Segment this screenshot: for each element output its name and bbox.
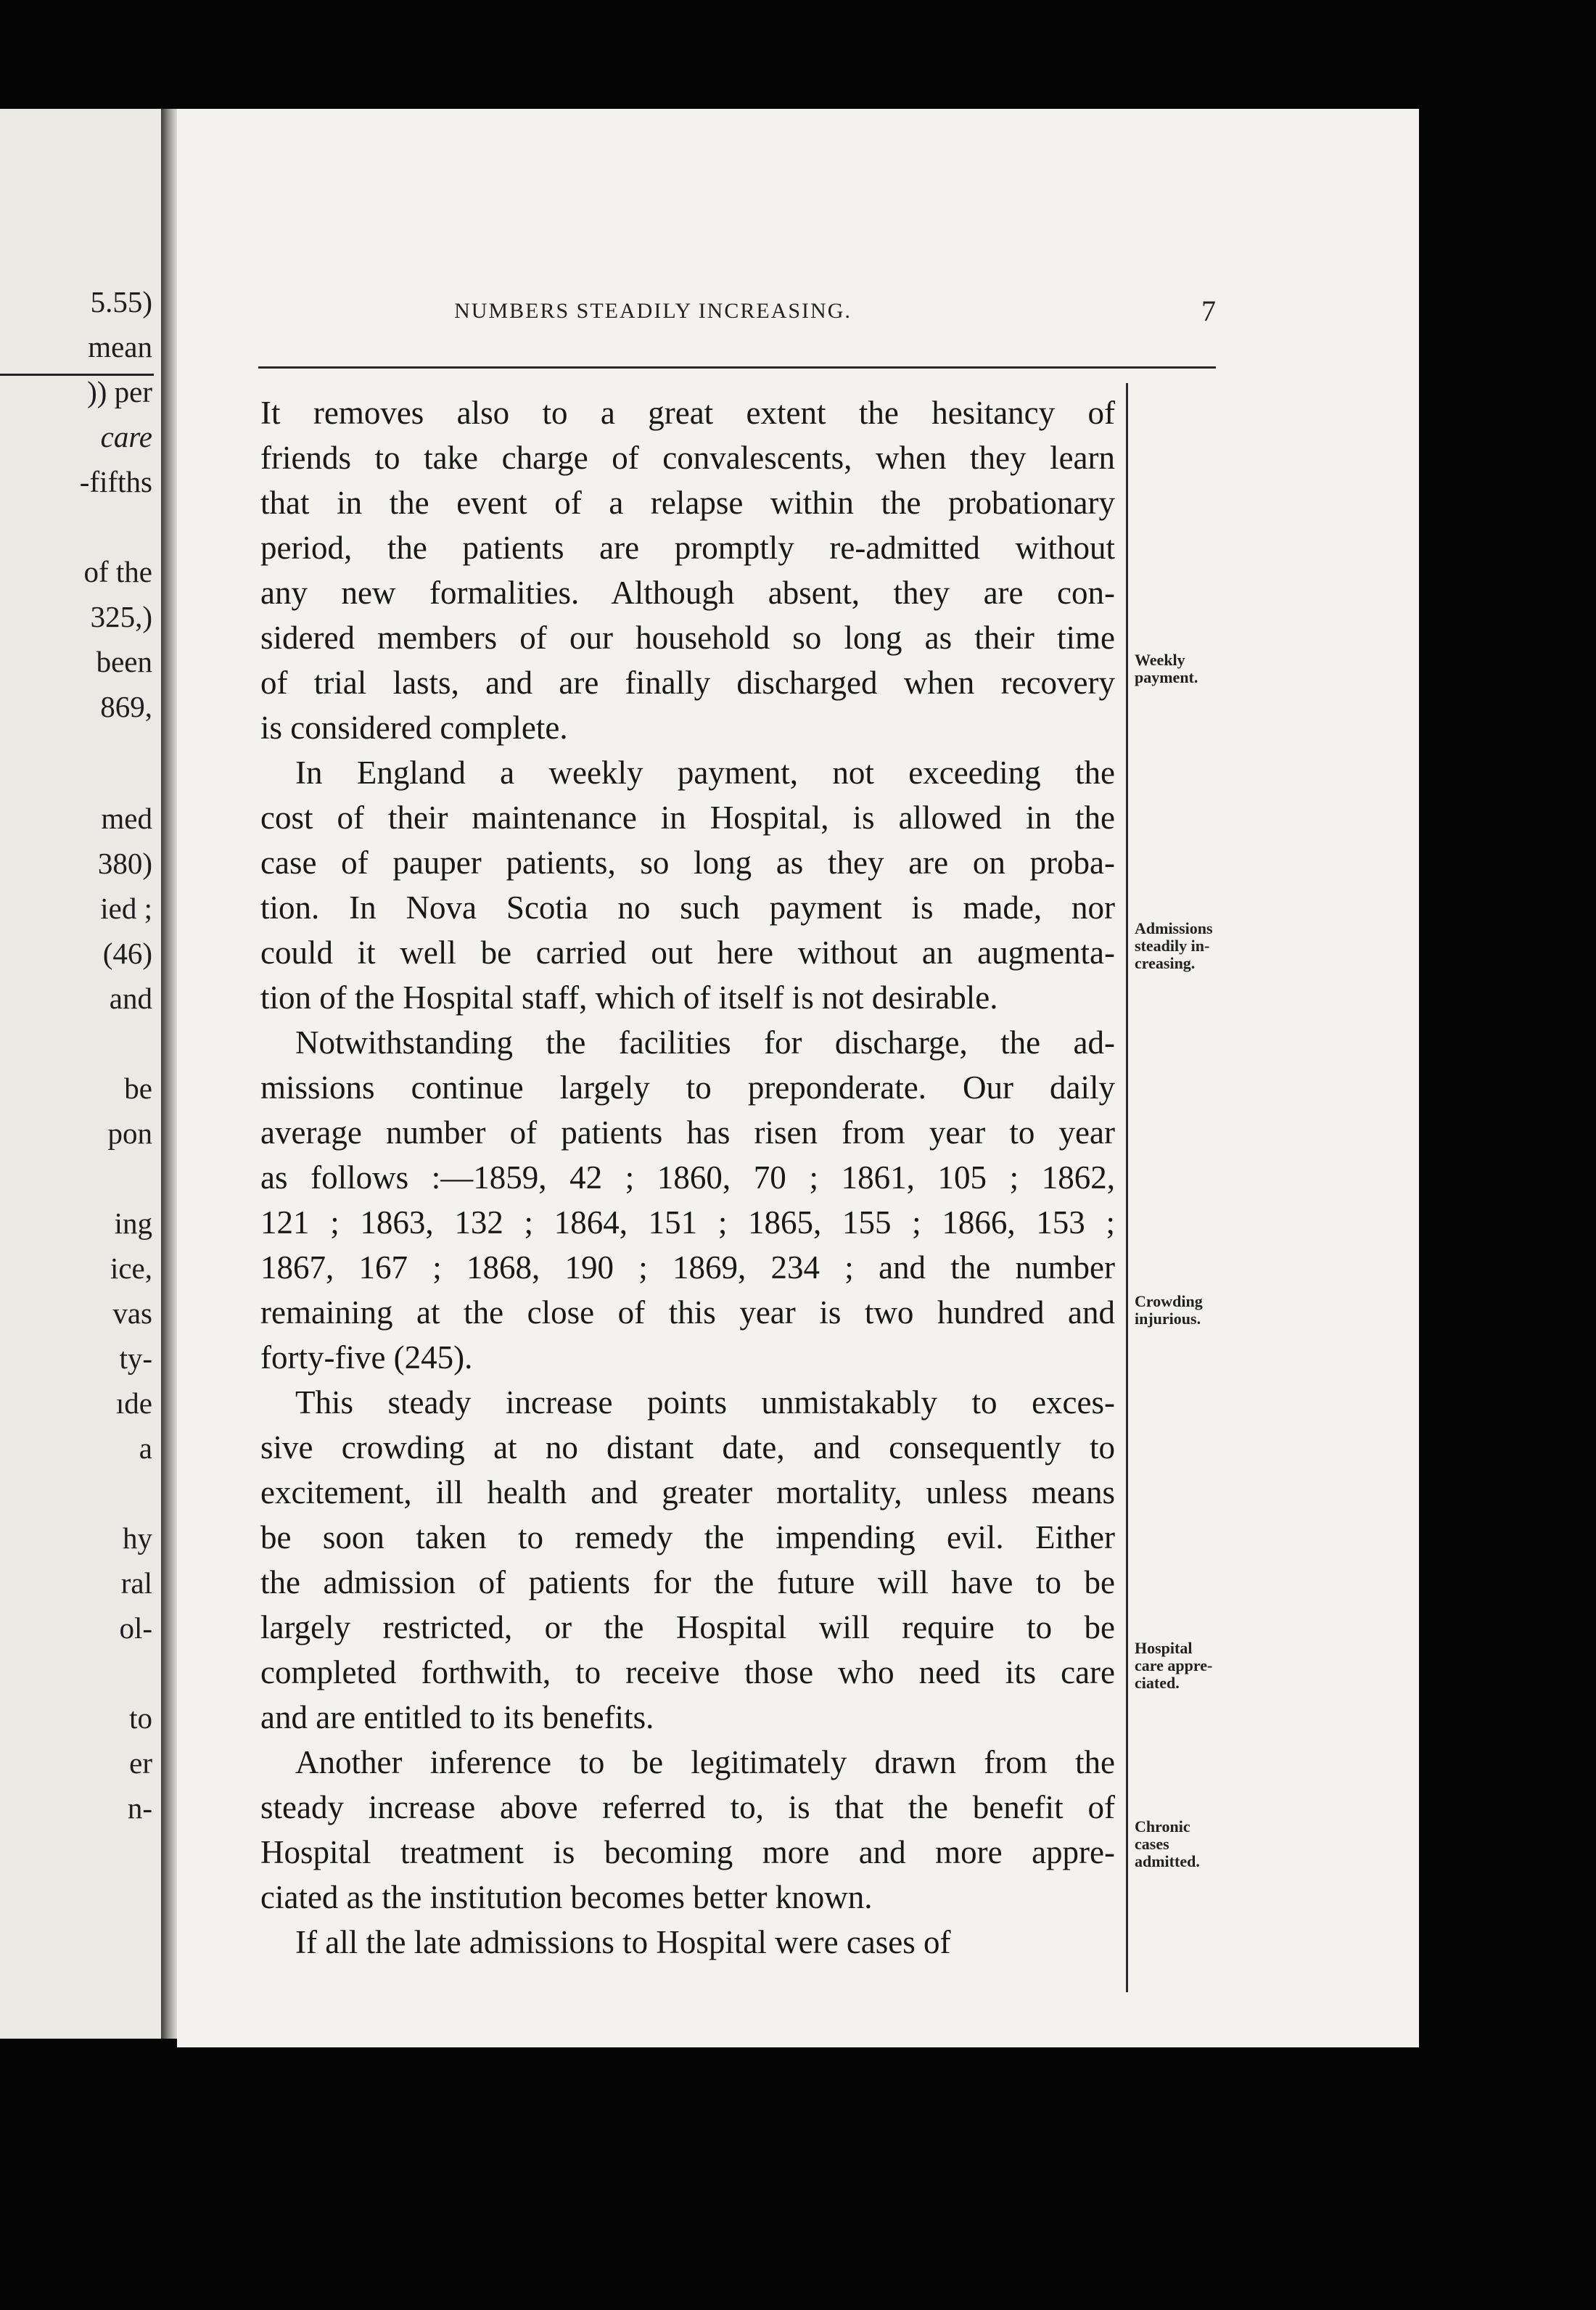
text-line: could it well be carried out here without an augmenta- — [260, 934, 1115, 971]
text-line: as follows :—1859, 42 ; 1860, 70 ; 1861, 105 ; 1862, — [260, 1159, 1115, 1196]
text-line: and are entitled to its benefits. — [260, 1699, 654, 1735]
left-page-fragment: ty- — [119, 1341, 152, 1375]
left-page — [0, 109, 161, 2039]
left-page-fragment: vas — [112, 1296, 152, 1330]
left-page-fragment: 5.55) — [90, 285, 152, 318]
running-title: NUMBERS STEADILY INCREASING. — [454, 299, 852, 323]
text-line: is considered complete. — [260, 710, 568, 746]
side-note-line: Chronic — [1135, 1817, 1190, 1836]
book-gutter — [161, 109, 177, 2039]
left-page-fragment: n- — [127, 1791, 152, 1825]
left-page-fragment: to — [129, 1701, 152, 1735]
paragraph — [260, 750, 1115, 1020]
text-line: Hospital treatment is becoming more and more appre- — [260, 1834, 1115, 1870]
text-line: of trial lasts, and are finally discharged when recovery — [260, 665, 1115, 701]
text-line: tion. In Nova Scotia no such payment is made, nor — [260, 889, 1115, 926]
left-page-fragment: ied ; — [100, 892, 152, 925]
left-page-fragment: be — [124, 1072, 152, 1105]
text-line: average number of patients has risen from year to year — [260, 1114, 1115, 1151]
side-note — [1135, 920, 1213, 972]
side-note — [1135, 652, 1198, 686]
text-line: sive crowding at no distant date, and consequently to — [260, 1429, 1115, 1466]
text-line: In England a weekly payment, not exceeding the — [295, 755, 1115, 791]
side-note-line: payment. — [1135, 668, 1198, 686]
side-note — [1135, 1293, 1203, 1328]
text-line: remaining at the close of this year is two hundred and — [260, 1294, 1115, 1331]
text-line: 1867, 167 ; 1868, 190 ; 1869, 234 ; and the number — [260, 1249, 1115, 1286]
paragraph — [260, 390, 1115, 750]
text-line: case of pauper patients, so long as they are on proba- — [260, 844, 1115, 881]
text-line: the admission of patients for the future will have to be — [260, 1564, 1115, 1600]
paragraph — [260, 1020, 1115, 1380]
text-line: sidered members of our household so long as their time — [260, 620, 1115, 656]
left-page-fragment: med — [101, 802, 152, 835]
text-line: period, the patients are promptly re-admitted without — [260, 530, 1115, 566]
paragraph — [260, 1740, 1115, 1920]
text-line: Another inference to be legitimately drawn from the — [295, 1744, 1115, 1780]
side-note-line: steadily in- — [1135, 937, 1210, 955]
text-line: any new formalities. Although absent, they are con- — [260, 575, 1115, 611]
text-line: missions continue largely to preponderate. Our daily — [260, 1069, 1115, 1106]
text-line: be soon taken to remedy the impending evil. Either — [260, 1519, 1115, 1555]
text-line: completed forthwith, to receive those who need its care — [260, 1654, 1115, 1690]
side-note-line: cases — [1135, 1835, 1169, 1853]
text-line: This steady increase points unmistakably to exces- — [295, 1384, 1115, 1421]
side-note-line: Hospital — [1135, 1639, 1193, 1657]
side-note — [1135, 1818, 1200, 1870]
text-line: cost of their maintenance in Hospital, is allowed in the — [260, 800, 1115, 836]
text-line: It removes also to a great extent the hesitancy of — [260, 395, 1115, 431]
left-page-fragment: pon — [107, 1117, 152, 1150]
text-line: tion of the Hospital staff, which of itself is not desirable. — [260, 979, 998, 1016]
text-line: excitement, ill health and greater mortality, unless means — [260, 1474, 1115, 1510]
left-page-fragment: -fifths — [79, 465, 152, 498]
left-page-fragment: ol- — [119, 1611, 152, 1645]
side-note-line: creasing. — [1135, 954, 1196, 972]
left-page-fragment: er — [129, 1746, 152, 1780]
text-line: 121 ; 1863, 132 ; 1864, 151 ; 1865, 155 ; 1866, 153 ; — [260, 1204, 1115, 1241]
left-page-fragment: of the — [83, 555, 152, 588]
side-note-line: ciated. — [1135, 1674, 1180, 1692]
text-line: Notwithstanding the facilities for discharge, the ad- — [295, 1024, 1115, 1061]
text-line: forty-five (245). — [260, 1339, 473, 1376]
left-page-fragment: ice, — [110, 1251, 152, 1285]
side-note-line: injurious. — [1135, 1310, 1201, 1328]
left-page-fragment: 325,) — [90, 600, 152, 633]
paragraph — [260, 1920, 1115, 1965]
left-page-fragment: ral — [120, 1566, 152, 1600]
paragraph — [260, 1380, 1115, 1740]
body-text — [260, 390, 1115, 1965]
left-page-fragment: 869, — [100, 690, 152, 723]
text-line: If all the late admissions to Hospital were cases of — [295, 1924, 951, 1960]
text-line: friends to take charge of convalescents, when they learn — [260, 440, 1115, 476]
left-page-fragment: a — [139, 1431, 152, 1465]
header-rule — [258, 366, 1216, 369]
side-note — [1135, 1640, 1212, 1692]
left-page-fragment: (46) — [102, 937, 152, 970]
left-page-fragment: been — [96, 645, 152, 678]
left-page-fragment: 380) — [97, 847, 152, 880]
left-page-fragment: care — [100, 420, 152, 453]
text-line: largely restricted, or the Hospital will require to be — [260, 1609, 1115, 1645]
left-page-fragment: ıde — [115, 1386, 152, 1420]
side-note-line: admitted. — [1135, 1852, 1200, 1870]
margin-rule — [1126, 383, 1128, 1992]
text-line: steady increase above referred to, is that the benefit of — [260, 1789, 1115, 1825]
side-note-line: care appre- — [1135, 1656, 1213, 1674]
left-page-fragment: mean — [88, 330, 152, 363]
text-line: that in the event of a relapse within the probationary — [260, 485, 1115, 521]
text-line: ciated as the institution becomes better known. — [260, 1879, 873, 1915]
right-page — [177, 109, 1419, 2047]
side-note-line: Admissions — [1135, 919, 1213, 937]
side-note-line: Crowding — [1135, 1292, 1203, 1310]
left-page-fragment: and — [109, 982, 152, 1015]
left-page-fragment: hy — [123, 1521, 152, 1555]
left-page-fragment: ing — [114, 1207, 152, 1240]
side-note-line: Weekly — [1135, 651, 1185, 669]
left-page-fragment: )) per — [87, 375, 152, 408]
page-number: 7 — [1201, 295, 1216, 327]
